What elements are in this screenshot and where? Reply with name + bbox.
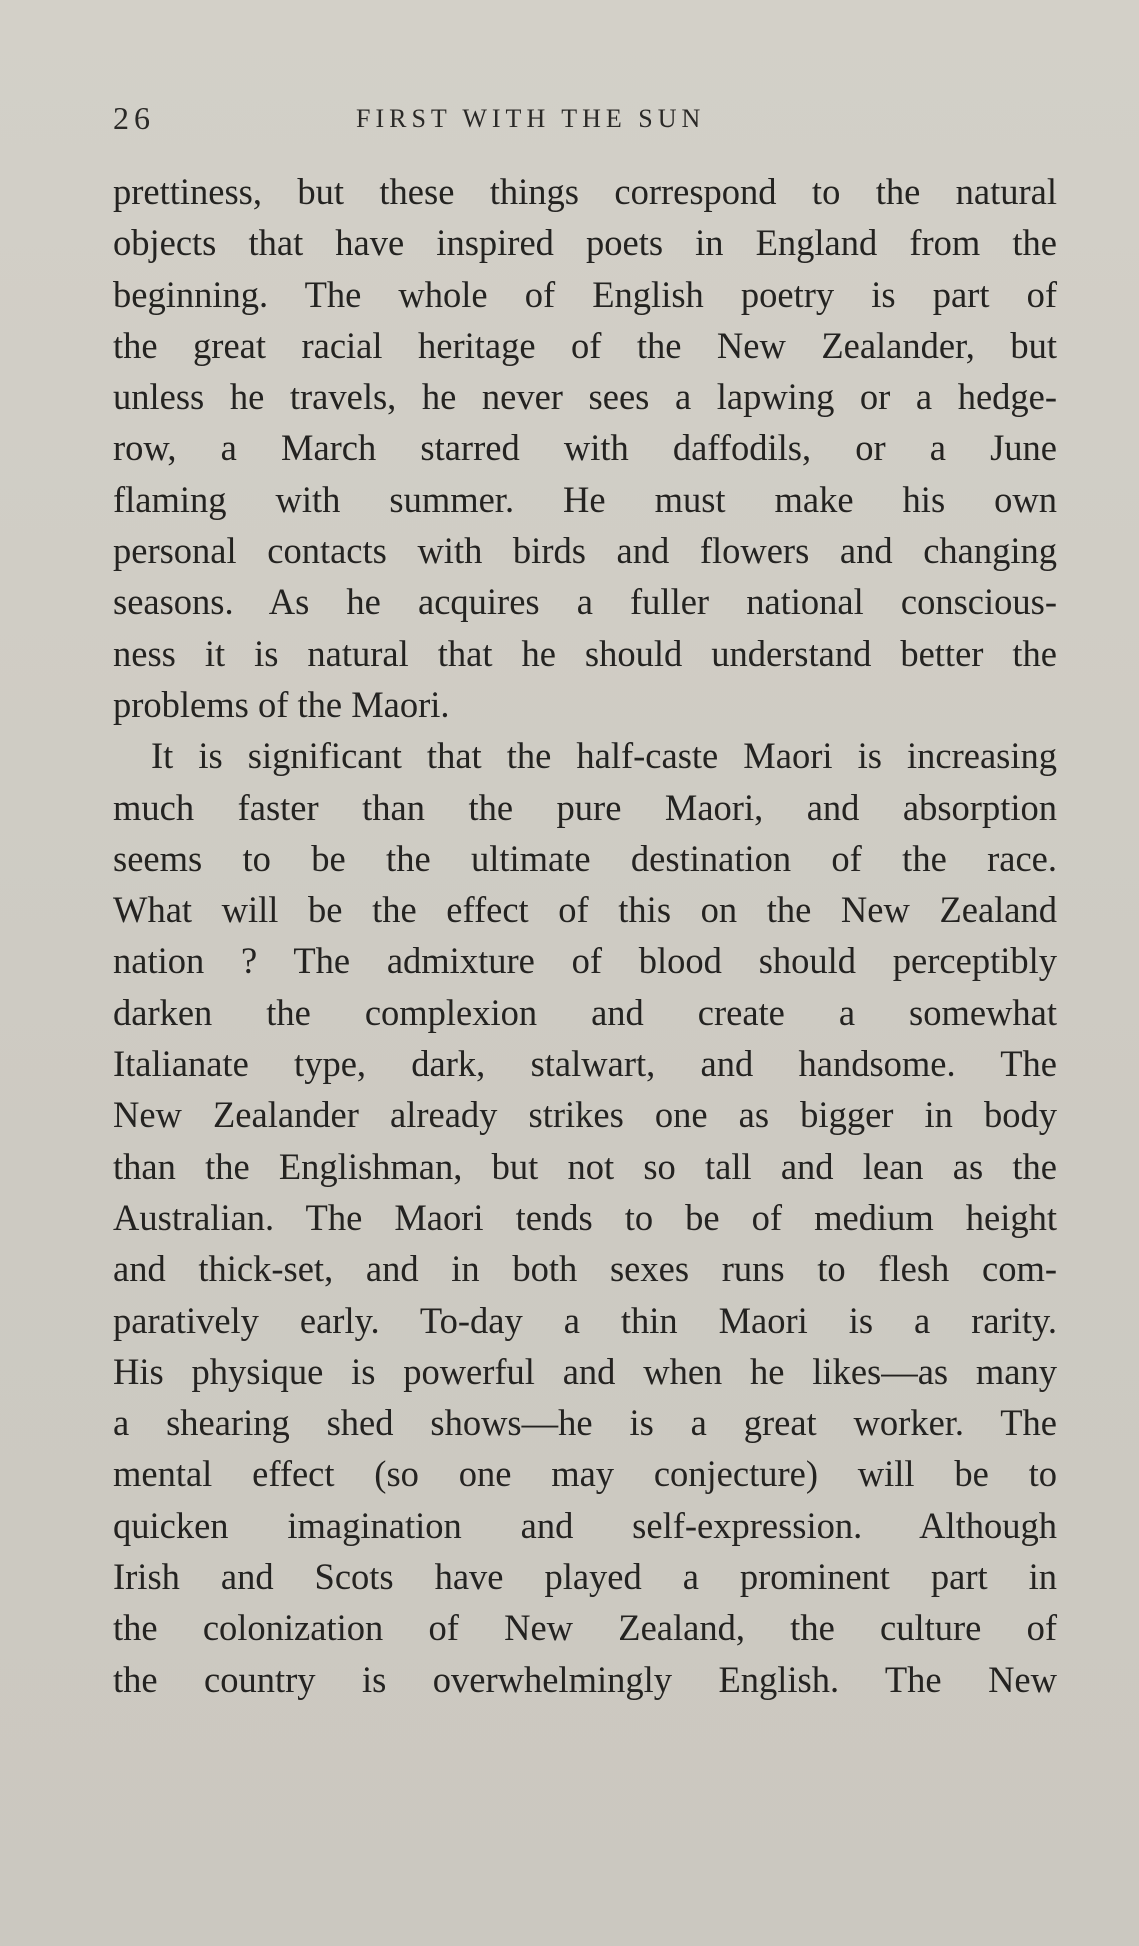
page-header [113,100,1057,144]
page-number: 26 [113,100,155,136]
text-line: personal contacts with birds and flowers and changing [113,530,1057,572]
text-line: objects that have inspired poets in England from the [113,222,1057,264]
text-line: It is significant that the half-caste Maori is increasing [151,735,1057,777]
text-line: the great racial heritage of the New Zealander, but [113,324,1057,366]
text-line: darken the complexion and create a somewhat [113,991,1057,1033]
text-line: His physique is powerful and when he likes—as many [113,1350,1057,1392]
text-line: prettiness, but these things correspond to the natural [113,171,1057,212]
text-line: New Zealander already strikes one as bigger in body [113,1094,1057,1136]
text-line: the country is overwhelmingly English. The New [113,1658,1057,1700]
text-line: flaming with summer. He must make his own [113,478,1057,520]
text-line: What will be the effect of this on the New Zealand [113,889,1057,931]
text-line: a shearing shed shows—he is a great worker. The [113,1402,1057,1444]
text-line: ness it is natural that he should understand better the [113,632,1057,674]
text-line: mental effect (so one may conjecture) will be to [113,1453,1057,1495]
text-line: nation ? The admixture of blood should perceptibly [113,940,1057,982]
text-line: the colonization of New Zealand, the culture of [113,1607,1057,1649]
running-title: FIRST WITH THE SUN [356,104,706,133]
text-line: paratively early. To-day a thin Maori is a rarity. [113,1299,1057,1341]
text-line: much faster than the pure Maori, and absorption [113,786,1057,828]
text-line: than the Englishman, but not so tall and lean as the [113,1145,1057,1187]
text-line: seems to be the ultimate destination of the race. [113,837,1057,879]
text-line: Irish and Scots have played a prominent part in [113,1556,1057,1598]
text-line: quicken imagination and self-expression. Although [113,1504,1057,1546]
text-line: and thick-set, and in both sexes runs to flesh com- [113,1248,1057,1290]
body-text [113,166,1057,1705]
text-line: seasons. As he acquires a fuller national conscious- [113,581,1057,623]
text-line: problems of the Maori. [113,683,450,725]
text-line: unless he travels, he never sees a lapwing or a hedge- [113,376,1057,418]
text-line: beginning. The whole of English poetry is part of [113,273,1057,315]
text-line: Australian. The Maori tends to be of medium height [113,1196,1057,1238]
text-line: row, a March starred with daffodils, or a June [113,427,1057,469]
text-line: Italianate type, dark, stalwart, and handsome. The [113,1043,1057,1085]
